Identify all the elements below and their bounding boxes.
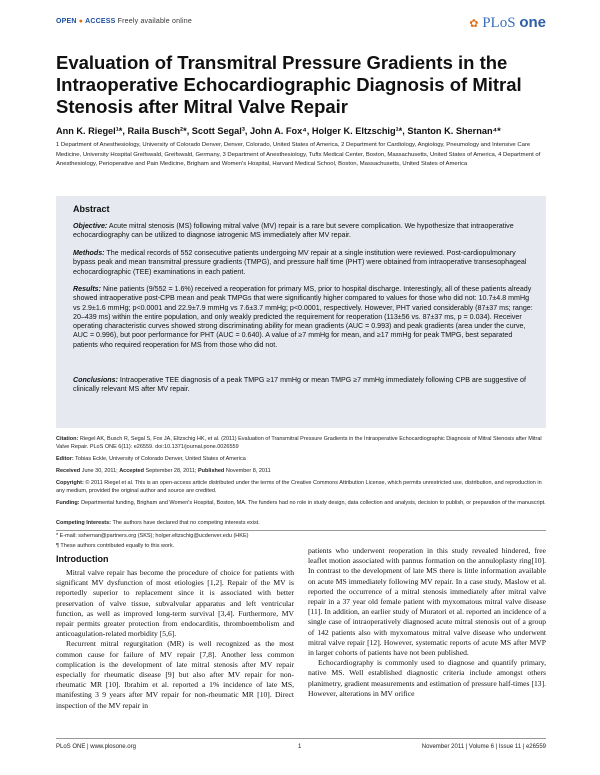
editor-label: Editor: [56,456,74,462]
editor [56,455,546,463]
abstract-results [73,285,535,350]
intro-left-column [56,568,294,711]
open-access-lock-icon: ● [78,18,84,25]
journal-header [56,16,546,36]
accepted-date: September 28, 2011; [145,468,197,474]
results-text: Nine patients (9/552 = 1.6%) received a reoperation for primary MS, prior to hospital discharge. Interestingly, all of these patients already showed intraoperative post-CPB mean and peak TMPGs that were significantly higher compared to values for those who did not: 10.7±4.8 mmHg vs 2.9±1.6 mmHg; p<0.0001 and 22.9±7.9 mmHg vs 7.6±3.7 mmHg; p<0.0001, respectively. However, PHT varied considerably (87±37 ms; range: 20–439 ms) within the entire population, and only weakly predicted the requirement for reoperation (113±56 vs. 87±37 ms, p = 0.034). Receiver operating characteristic curves showed strong discriminating ability for mean gradients (AUC = 0.993) and peak gradients (area under the curve, AUC = 0.996), but poor performance for PHT (AUC = 0.640). A value of ≥7 mmHg for mean, and ≥17 mmHg for peak TMPG, best separated patients who required reoperation for MS from those who did not. [73,285,533,349]
results-label: Results: [73,285,101,293]
intro-paragraph: Mitral valve repair has become the procedure of choice for patients with significant MV dysfunction of most etiologies [1,2]. Repair of the MV is reportedly superior to replacement since it is associated with better preservation of valve tissue, subvalvular apparatus and left ventricular function, as well as improved long-term survival [3,4]. Furthermore, MV repair permits greater protection from endocarditis, thromboembolism and anticoagulation-related morbidity [5,6]. [56,568,294,639]
email: * E-mail: sshernan@partners.org (SKS); holger.eltzschig@ucdenver.edu (HKE) [56,533,249,539]
copyright [56,479,546,495]
article-title: Evaluation of Transmitral Pressure Gradients in the Intraoperative Echocardiographic Diagnosis of Mitral Stenosis after Mitral Valve Repair [56,52,522,117]
copyright-text: © 2011 Riegel et al. This is an open-access article distributed under the terms of the Creative Commons Attribution License, which permits unrestricted use, distribution, and reproduction in any medium, provided the original author and source are credited. [56,480,542,494]
editor-text: Tobias Eckle, University of Colorado Denver, United States of America [75,456,246,462]
received-label: Received [56,468,81,474]
footer-divider [56,738,546,739]
accepted-label: Accepted [119,468,144,474]
methods-label: Methods: [73,249,105,257]
competing-text: The authors have declared that no competing interests exist. [112,520,260,526]
footer-issue: November 2011 | Volume 6 | Issue 11 | e26559 [421,744,546,750]
copyright-label: Copyright: [56,480,84,486]
plos-one-logo [469,14,546,32]
open-label: OPEN [56,18,77,25]
conclusions-label: Conclusions: [73,376,118,384]
abstract-methods [73,249,535,277]
equal-contribution-note: ¶ These authors contributed equally to this work. [56,543,175,549]
objective-text: Acute mitral stenosis (MS) following mitral valve (MV) repair is a rare but severe complication. We hypothesize that intraoperative echocardiography can be utilized to diagnose iatrogenic MS immediately after MV repair. [73,222,514,240]
intro-paragraph: Echocardiography is commonly used to diagnose and quantify primary, native MS. Well established diagnostic criteria include amongst others planimetry, gradient measurements and estimation of pressure half-times [13]. However, alterations in MV orifice [308,658,546,698]
footer-page-number: 1 [298,744,302,750]
abstract-objective [73,222,535,241]
intro-right-column [308,546,546,699]
funding [56,499,546,507]
methods-text: The medical records of 552 consecutive patients undergoing MV repair at a single institution were reviewed. Post-cardiopulmonary bypass peak and mean transmitral pressure gradients (TMPG), and pressure half time (PHT) were obtained from intraoperative transesophageal echocardiographic (TEE) examinations in each patient. [73,249,527,276]
logo-plos: PLoS [482,15,516,31]
abstract-box [56,196,546,428]
divider [56,530,546,531]
published-date: November 8, 2011 [225,468,271,474]
competing-label: Competing Interests: [56,520,112,526]
citation-label: Citation: [56,436,79,442]
received-date: June 30, 2011; [81,468,118,474]
objective-label: Objective: [73,222,108,230]
dates [56,467,546,475]
funding-text: Departmental funding, Brigham and Women's Hospital, Boston, MA. The funders had no role in study design, data collection and analysis, decision to publish, or preparation of the manuscript. [81,500,546,506]
intro-paragraph: patients who underwent reoperation in this study revealed hindered, free leaflet motion associated with pannus formation on the annuloplasty ring[10]. In contrast to the development of late MS there is little information available on acute MS immediately following MV repair. In a case study, Maslow et al. reported the occurrence of a mitral stenosis immediately after mitral valve repair in a 37 year old female patient with myxomatous mitral valve disease [11]. In addition, an earlier study of Muratori et al. reported an incidence of a single case of intraoperatively diagnosed acute mitral stenosis out of a group of 142 patients also with myxomatous mitral valve disease who underwent mitral valve repair [12]. However, systematic reports of acute MS after MVP in larger cohorts of patients have not been published. [308,546,546,658]
access-label: ACCESS [85,18,116,25]
abstract-conclusions [73,376,535,395]
funding-label: Funding: [56,500,80,506]
competing-interests [56,519,546,527]
intro-paragraph: Recurrent mitral regurgitation (MR) is well recognized as the most common cause for failure of MV repair [7,8]. Another less common complication is the development of late mitral stenosis after MV repair especially for rheumatic disease [9] but also after MV repair for non-rheumatic MR [10]. Ibrahim et al. reported a 1% incidence of late MS, manifesting 3 9 years after MV repair for non-rheumatic MR [10]. Direct inspection of the MV repair in [56,639,294,710]
introduction-heading: Introduction [56,554,109,564]
open-access-banner [56,18,192,25]
affiliations: 1 Department of Anesthesiology, University of Colorado Denver, Denver, Colorado, United States of America, 2 Department for Cardiology, Angiology, Pneumology and Intensive Care Medicine, University Hospital Greifswald, Greifswald, Germany, 3 Department of Anesthesiology, Tufts Medical Center, Boston, Massachusetts, United States of America, 4 Department of Anesthesiology, Perioperative and Pain Medicine, Brigham and Women's Hospital, Harvard Medical School, Boston, Massachusetts, United States of America [56,142,541,168]
citation [56,435,546,451]
logo-sun-icon: ✿ [469,18,479,30]
author-list: Ann K. Riegel¹*, Raila Busch²*, Scott Segal³, John A. Fox⁴, Holger K. Eltzschig¹*, Stanton K. Shernan⁴* [56,126,501,136]
published-label: Published [198,468,225,474]
conclusions-text: Intraoperative TEE diagnosis of a peak TMPG ≥17 mmHg or mean TMPG ≥7 mmHg immediately following CPB are suggestive of clinically relevant MS after MV repair. [73,376,526,394]
citation-text: Riegel AK, Busch R, Segal S, Fox JA, Eltzschig HK, et al. (2011) Evaluation of Transmitral Pressure Gradients in the Intraoperative Echocardiographic Diagnosis of Mitral Stenosis after Mitral Valve Repair. PLoS ONE 6(11): e26559. doi:10.1371/journal.pone.0026559 [56,436,542,450]
logo-one: one [519,14,546,31]
footer-journal: PLoS ONE | www.plosone.org [56,744,136,750]
abstract-heading: Abstract [73,204,110,214]
freely-available-label: Freely available online [117,18,192,25]
